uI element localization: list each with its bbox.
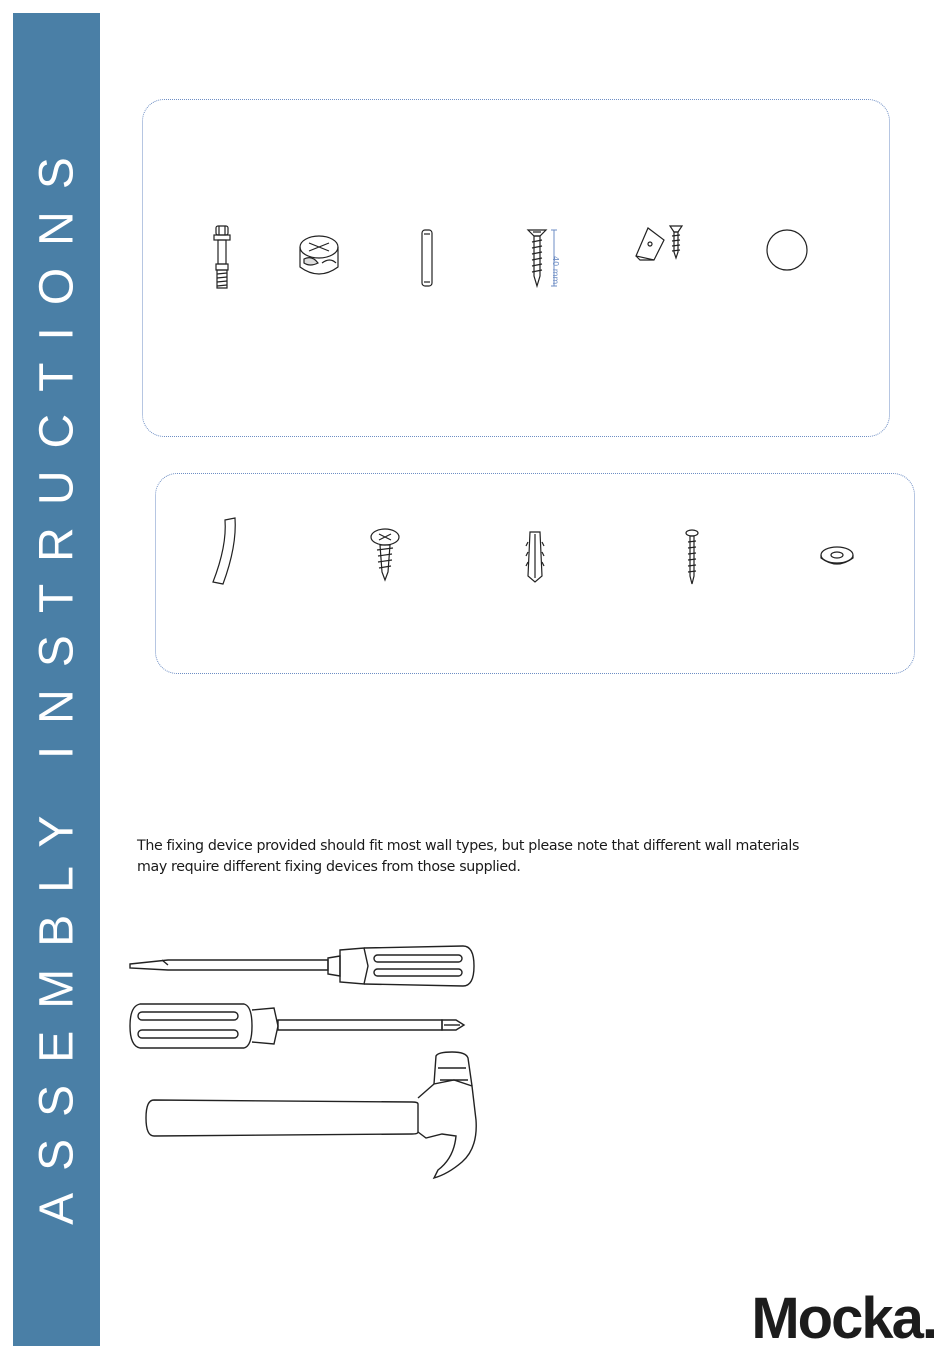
wall-plug-icon bbox=[524, 528, 546, 584]
hammer-icon bbox=[142, 1050, 482, 1186]
sidebar-title: ASSEMBLY INSTRUCTIONS bbox=[30, 134, 83, 1225]
long-screw-icon bbox=[682, 528, 702, 586]
wooden-dowel-icon bbox=[419, 228, 435, 288]
cam-lock-icon bbox=[296, 233, 342, 285]
brand-logo: Mocka. bbox=[751, 1286, 936, 1351]
note-line-2: may require different fixing devices from those supplied. bbox=[137, 859, 521, 875]
pan-head-screw-icon bbox=[368, 526, 402, 582]
cover-cap-icon bbox=[765, 228, 809, 272]
phillips-screwdriver-icon bbox=[126, 1000, 471, 1052]
strap-icon bbox=[205, 516, 241, 588]
dimension-label: 40 mm bbox=[551, 256, 560, 285]
note-line-1: The fixing device provided should fit most wall types, but please note that different wall materials bbox=[137, 838, 800, 854]
cam-bolt-icon bbox=[210, 224, 236, 292]
corner-bracket-icon bbox=[632, 220, 694, 264]
flathead-screwdriver-icon bbox=[128, 942, 478, 992]
screw-40mm-icon bbox=[524, 226, 574, 290]
wall-fixing-note bbox=[137, 836, 817, 878]
sidebar bbox=[13, 13, 100, 1346]
washer-icon bbox=[818, 544, 856, 568]
